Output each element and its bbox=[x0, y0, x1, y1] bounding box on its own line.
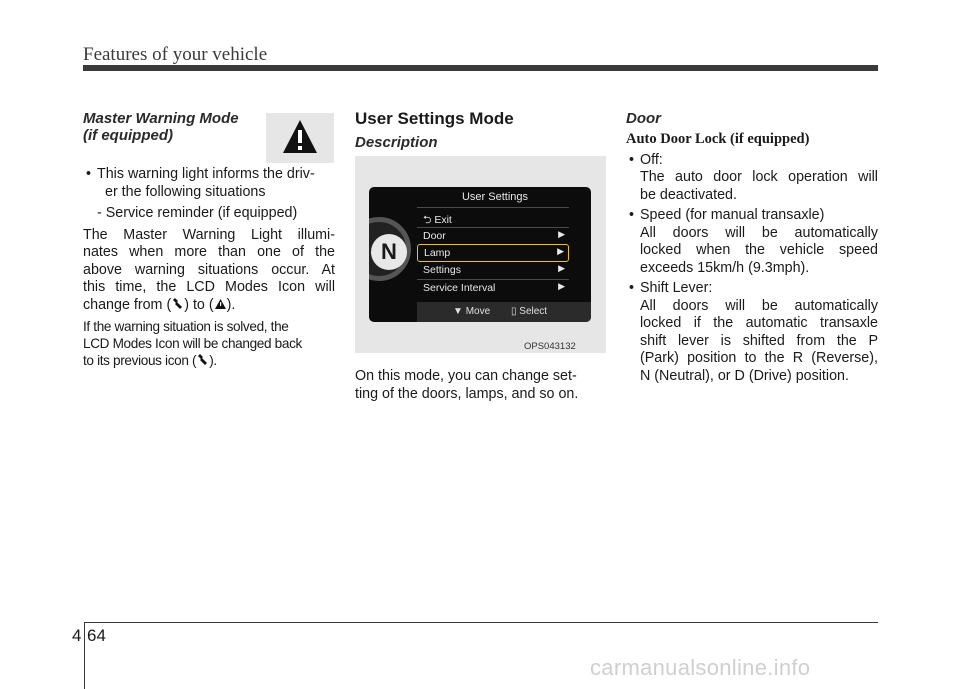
user-settings-heading: User Settings Mode bbox=[355, 109, 514, 128]
menu-item-exit[interactable]: ⮌ Exit bbox=[423, 214, 452, 226]
header-rule bbox=[83, 65, 878, 71]
menu-item-lamp[interactable]: Lamp ▶ bbox=[417, 244, 569, 262]
down-triangle-icon: ▼ bbox=[453, 306, 466, 317]
column-door: Door Auto Door Lock (if equipped) • Off: The auto door lock operation will be deactivated. • Speed (for manual transaxle) All doors will be automatically locked when the vehicle speed exceeds 15km/h (9.3mph). • Shift Lever: All doors will be automatically locked if the automatic transaxle shift lever is shifted from the P (Park) position to the R (Reverse), N (Neutral), or D (Drive) position. bbox=[626, 110, 878, 385]
bullet-off: • Off: bbox=[626, 152, 878, 170]
footer-divider bbox=[84, 622, 85, 689]
master-warning-heading: Master Warning Mode (if equipped) bbox=[83, 110, 239, 144]
screen-title: User Settings bbox=[461, 191, 529, 203]
gear-indicator-n: N bbox=[371, 234, 407, 270]
chevron-right-icon: ▶ bbox=[558, 281, 565, 291]
column-user-settings bbox=[355, 110, 607, 151]
figure-caption: OPS043132 bbox=[524, 341, 576, 352]
door-heading: Door bbox=[626, 110, 661, 127]
chevron-right-icon: ▶ bbox=[558, 263, 565, 273]
column-master-warning bbox=[83, 110, 335, 369]
user-settings-paragraph: On this mode, you can change set- ting of the doors, lamps, and so on. bbox=[355, 368, 579, 402]
service-reminder-item: - Service reminder (if equipped) bbox=[97, 205, 298, 221]
watermark: carmanualsonline.info bbox=[590, 655, 811, 680]
warning-solved-paragraph: If the warning situation is solved, the LCD Modes Icon will be changed back to its previous icon ( ). bbox=[83, 319, 302, 368]
lcd-user-settings-screen bbox=[369, 187, 591, 322]
wrench-icon bbox=[196, 354, 209, 366]
wrench-icon bbox=[171, 298, 184, 310]
menu-item-settings[interactable]: Settings ▶ bbox=[423, 263, 565, 276]
chevron-right-icon: ▶ bbox=[558, 229, 565, 239]
warning-triangle-icon bbox=[214, 298, 227, 310]
footer-rule bbox=[84, 622, 878, 623]
bullet-shift-lever: • Shift Lever: bbox=[626, 280, 878, 298]
back-arrow-icon: ⮌ bbox=[423, 214, 435, 226]
ok-button-icon: ▯ bbox=[511, 306, 520, 317]
page-number: 64 bbox=[87, 626, 106, 645]
header-title: Features of your vehicle bbox=[83, 44, 268, 65]
bullet-warning-info: • This warning light informs the driv- er the following situations bbox=[83, 166, 335, 201]
description-heading: Description bbox=[355, 133, 438, 151]
chevron-right-icon: ▶ bbox=[557, 246, 564, 256]
screen-footer: ▼ Move ▯ Select bbox=[417, 302, 591, 322]
master-warning-paragraph: The Master Warning Light illumi- nates when more than one of the above warning situations occur. At this time, the LCD Modes Icon will change from ( ) to ( ). bbox=[83, 226, 335, 313]
auto-door-lock-heading: Auto Door Lock (if equipped) bbox=[626, 131, 810, 147]
menu-item-service-interval[interactable]: Service Interval ▶ bbox=[423, 281, 565, 294]
section-number: 4 bbox=[72, 626, 82, 645]
bullet-speed: • Speed (for manual transaxle) bbox=[626, 207, 878, 225]
menu-item-door[interactable]: Door ▶ bbox=[423, 229, 565, 242]
